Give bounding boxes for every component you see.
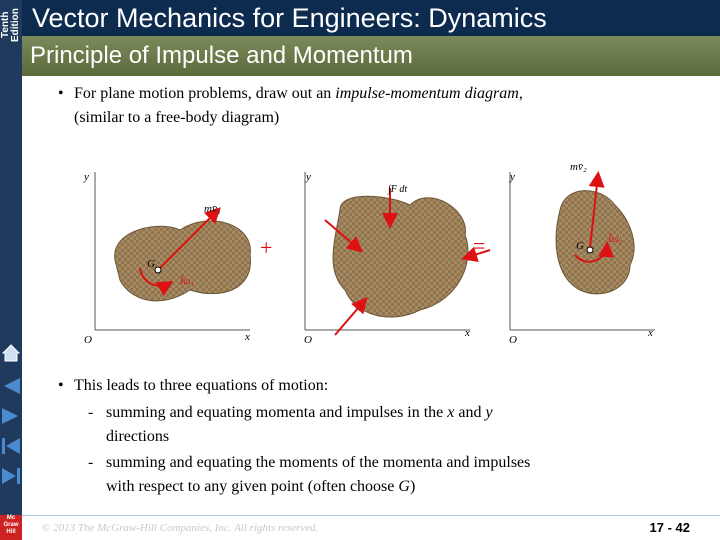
edition-label xyxy=(0,0,22,42)
panel1-x-label: x xyxy=(245,331,250,343)
panel1-y-label: y xyxy=(84,171,89,183)
sub1-x: x xyxy=(447,404,455,421)
page-number: 17 - 42 xyxy=(649,520,690,535)
sub1-line2: directions xyxy=(106,428,170,445)
panel1-center-label: G xyxy=(147,258,155,270)
edition-line1: Tenth xyxy=(0,11,11,38)
sub2-line2-suffix: ) xyxy=(409,478,416,495)
footer-rule xyxy=(22,515,720,516)
sub-bullet-moments xyxy=(88,451,688,499)
logo-line3: Hill xyxy=(6,529,16,535)
panel3-center-label: G xyxy=(576,240,584,252)
logo-line2: Graw xyxy=(3,522,19,528)
panel1-center xyxy=(155,267,161,273)
panel1-body xyxy=(115,221,251,301)
mcgraw-hill-logo xyxy=(0,515,22,540)
header-bar xyxy=(22,0,720,36)
impulse-momentum-diagram xyxy=(70,150,670,350)
panel1-momentum-label: mv̄₁ xyxy=(204,203,221,215)
panel3-angular-label: Īω₂ xyxy=(608,234,622,245)
panel3-momentum-label: mv̄₂ xyxy=(570,161,587,173)
slide-subtitle: Principle of Impulse and Momentum xyxy=(30,42,413,69)
panel3-origin: O xyxy=(509,334,517,346)
panel2-body xyxy=(333,196,468,317)
sub-dash: - xyxy=(88,454,94,471)
next-slide-icon[interactable] xyxy=(0,406,22,426)
last-slide-icon[interactable] xyxy=(0,466,22,486)
bullet-impulse-diagram xyxy=(58,82,658,130)
left-sidebar xyxy=(0,0,22,540)
sub2-text xyxy=(106,451,688,499)
panel2-impulse-label: ∫F dt xyxy=(388,184,408,195)
plus-sign: + xyxy=(260,235,273,260)
prev-slide-icon[interactable] xyxy=(0,436,22,456)
bullet-dot: • xyxy=(58,377,64,394)
page-title: Vector Mechanics for Engineers: Dynamics xyxy=(32,3,547,33)
first-slide-icon[interactable] xyxy=(0,376,22,396)
edition-line2: Edition xyxy=(10,8,21,42)
bullet-text xyxy=(74,82,658,130)
panel3 xyxy=(509,161,655,346)
panel2 xyxy=(304,171,490,346)
copyright: © 2013 The McGraw-Hill Companies, Inc. All rights reserved. xyxy=(42,522,319,534)
sub-dash: - xyxy=(88,404,94,421)
panel2-y-label: y xyxy=(306,171,311,183)
sub1-text xyxy=(106,401,648,449)
home-icon[interactable] xyxy=(0,342,22,364)
bullet1-suffix: , xyxy=(518,85,523,102)
sub2-G: G xyxy=(398,478,410,495)
bullet-equations xyxy=(58,374,328,398)
panel2-x-label: x xyxy=(465,327,470,339)
bullet-dot: • xyxy=(58,85,64,102)
sub-bullet-momenta xyxy=(88,401,648,449)
panel2-origin: O xyxy=(304,334,312,346)
panel1-angular-label: Īω₁ xyxy=(180,276,194,287)
panel1 xyxy=(83,171,250,346)
panel1-origin: O xyxy=(84,334,92,346)
logo-line1: Mc xyxy=(6,515,16,521)
panel3-x-label: x xyxy=(648,327,653,339)
sub2-line1: summing and equating the moments of the momenta and impulses xyxy=(106,454,531,471)
panel3-center xyxy=(587,247,593,253)
bullet2-text: This leads to three equations of motion: xyxy=(74,377,329,394)
sub2-line2-prefix: with respect to any given point (often choose xyxy=(106,478,399,495)
bullet1-line2: (similar to a free-body diagram) xyxy=(74,109,280,126)
equals-sign: = xyxy=(473,233,486,258)
subheader-bar xyxy=(22,36,720,76)
bullet1-prefix: For plane motion problems, draw out an xyxy=(74,85,336,102)
panel3-y-label: y xyxy=(510,171,515,183)
sub1-y: y xyxy=(485,404,493,421)
bullet1-italic: impulse-momentum diagram xyxy=(335,85,519,102)
sub1-prefix: summing and equating momenta and impulses in the xyxy=(106,404,448,421)
sub1-mid: and xyxy=(454,404,486,421)
